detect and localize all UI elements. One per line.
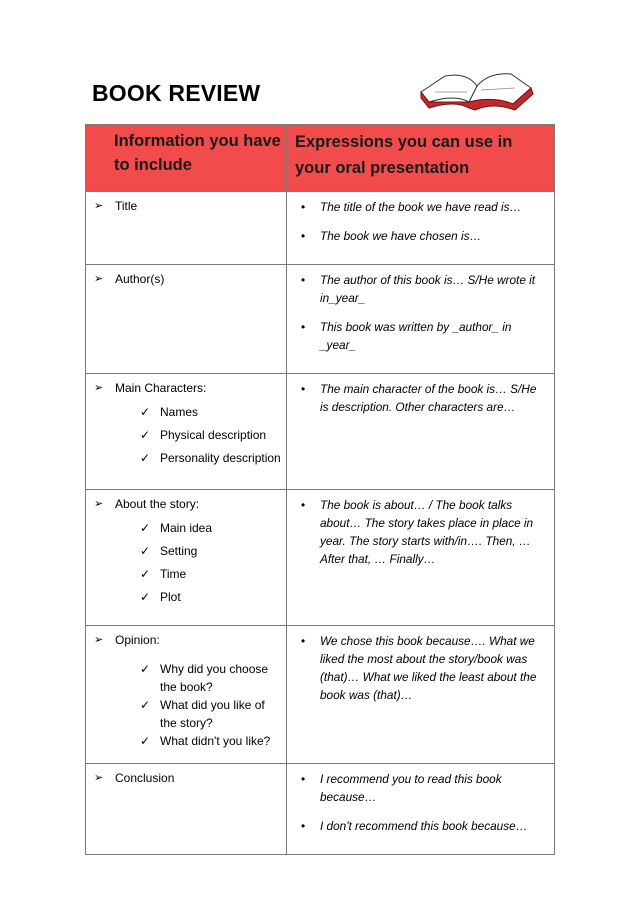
phrase: • The book we have chosen is… (301, 229, 482, 243)
open-book-icon (415, 66, 535, 114)
checkmark-icon: ✓ (140, 451, 151, 465)
sub-item: ✓ What didn't you like? (140, 734, 271, 748)
checkmark-icon: ✓ (140, 521, 151, 535)
sub-item: ✓ Setting (140, 544, 198, 558)
list-item: ➢ Title (94, 199, 138, 213)
table-row (86, 265, 555, 374)
header-row (86, 125, 555, 192)
checkmark-icon: ✓ (140, 734, 151, 748)
sub-item: ✓ Main idea (140, 521, 213, 535)
list-item: ➢ Main Characters: (94, 381, 207, 395)
phrase: • The book is about… / The book talks about… The story takes place in place in year. The story starts with/in…. Then, … After that, … Finally… (301, 498, 534, 566)
bullet-icon: • (301, 320, 306, 334)
sub-item: ✓ What did you like of the story? (140, 698, 265, 730)
phrase: • The author of this book is… S/He wrote it in_year_ (301, 273, 536, 305)
sub-item: ✓ Plot (140, 590, 181, 604)
arrow-bullet-icon: ➢ (94, 382, 104, 394)
checkmark-icon: ✓ (140, 662, 151, 676)
list-item: ➢ Conclusion (94, 771, 175, 785)
review-table (85, 124, 555, 855)
checkmark-icon: ✓ (140, 590, 151, 604)
bullet-icon: • (301, 498, 306, 512)
bullet-icon: • (301, 634, 306, 648)
checkmark-icon: ✓ (140, 405, 151, 419)
table-row (86, 374, 555, 490)
table-row (86, 192, 555, 265)
phrase: • We chose this book because…. What we liked the most about the story/book was (that)… What we liked the least about the book was (that)… (301, 634, 537, 702)
checkmark-icon: ✓ (140, 428, 151, 442)
header-expressions: Expressions you can use in your oral presentation (287, 125, 555, 192)
sub-item: ✓ Personality description (140, 451, 281, 465)
table-row (86, 764, 555, 855)
header-info: Information you have to include (86, 125, 287, 192)
bullet-icon: • (301, 382, 306, 396)
sub-item: ✓ Physical description (140, 428, 267, 442)
checkmark-icon: ✓ (140, 567, 151, 581)
page-title: BOOK REVIEW (92, 80, 261, 106)
phrase: • This book was written by _author_ in _year_ (301, 320, 512, 352)
arrow-bullet-icon: ➢ (94, 634, 104, 646)
arrow-bullet-icon: ➢ (94, 200, 104, 212)
phrase: • The main character of the book is… S/He is description. Other characters are… (301, 382, 537, 414)
bullet-icon: • (301, 772, 306, 786)
bullet-icon: • (301, 819, 306, 833)
phrase: • I don't recommend this book because… (301, 819, 528, 833)
sub-item: ✓ Names (140, 405, 199, 419)
phrase: • I recommend you to read this book because… (301, 772, 502, 804)
table-row (86, 490, 555, 626)
bullet-icon: • (301, 200, 306, 214)
list-item: ➢ About the story: (94, 497, 200, 511)
checkmark-icon: ✓ (140, 544, 151, 558)
arrow-bullet-icon: ➢ (94, 273, 104, 285)
table-row (86, 626, 555, 764)
arrow-bullet-icon: ➢ (94, 772, 104, 784)
list-item: ➢ Opinion: (94, 633, 160, 647)
checkmark-icon: ✓ (140, 698, 151, 712)
bullet-icon: • (301, 273, 306, 287)
bullet-icon: • (301, 229, 306, 243)
sub-item: ✓ Time (140, 567, 187, 581)
arrow-bullet-icon: ➢ (94, 498, 104, 510)
list-item: ➢ Author(s) (94, 272, 165, 286)
sub-item: ✓ Why did you choose the book? (140, 662, 269, 694)
phrase: • The title of the book we have read is… (301, 200, 522, 214)
